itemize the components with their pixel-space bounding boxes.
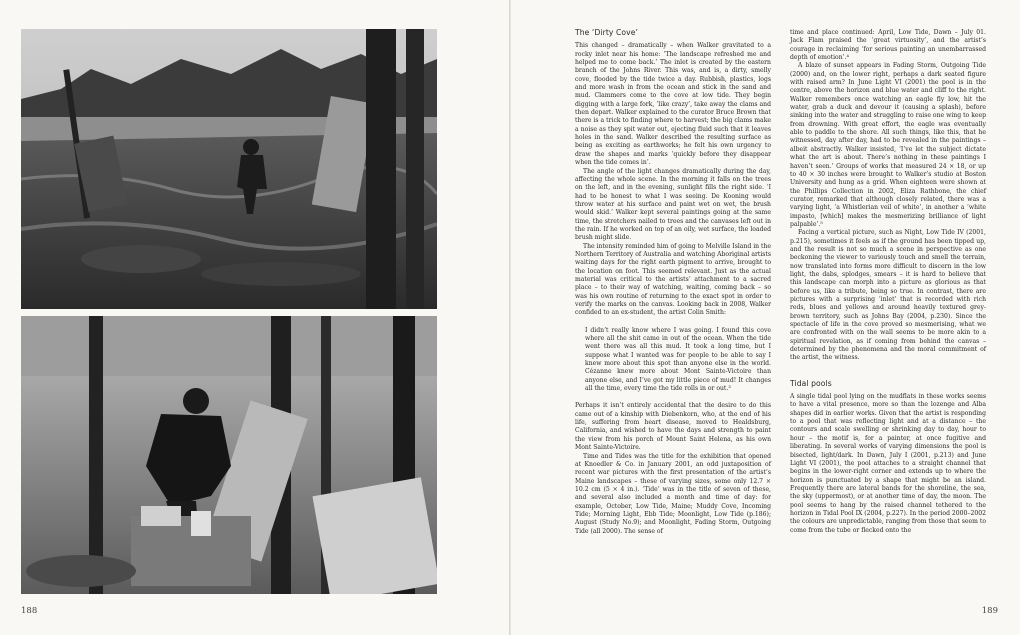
photo-top [21,29,437,309]
paragraph: Facing a vertical picture, such as Night, Low Tide IV (2001, p.215), sometimes it feels as if the ground has been tipped up, and the result is not so much a scene in perspective as one beckoning the viewer to variously touch and smell the terrain, now translated into forms more difficult to discern in the low light, the dabs, splodges, smears – it is hard to believe that this landscape can morph into a picture as glorious as that before us, like a tribute, being so true. In contrast, there are pictures with a surprising ‘inlet’ that is recorded with rich reds, blues and yellows and around heavily textured grey-brown territory, such as Johns Bay (2004, p.230). Since the spectacle of life in the cove proved so mesmerising, what we are confronted with on the wall seems to be more akin to a spiritual revelation, as if coming from behind the canvas – determined by the phenomena and the moral commitment of the artist, the witness. [790,229,986,362]
paragraph: This changed – dramatically – when Walker gravitated to a rocky inlet near his home: ‘The landscape refreshed me and helped me to come back.’ The inlet is created by the eastern branch of the Johns River. This was, and is, a dirty, smelly cove, flooded by the tide twice a day. Rubbish, plastics, logs and more wash in from the ocean and stick in the sand and mud. Clammers come to the cove at low tide. They begin digging with a large fork, ‘like crazy’, take away the clams and then depart. Walker explained to the curator Bruce Brown that there is a trick to finding where to harvest; the big clams make a noise as they spit water out, ejecting fluid such that it leaves holes in the sand. Walker described the resulting surface as being as exciting as earthworks; he felt his own urgency to draw the shapes and marks ‘quickly before they disappear when the tide comes in’. [575,42,771,167]
paragraph: Time and Tides was the title for the exhibition that opened at Knoedler & Co. in January 2001, an odd juxtaposition of recent war pictures with the first presentation of the artist’s Maine landscapes – these of varying sizes, some only 12.7 × 10.2 cm (5 × 4 in.). ‘Tide’ was in the title of seven of these, and several also included a month and time of day: for example, October, Low Tide, Maine; Muddy Cove, Incoming Tide; Morning Light, Ebb Tide; Moonlight, Low Tide (p.186); August (Study No.9); and Moonlight, Fading Storm, Outgoing Tide (all 2000). The sense of [575,452,771,535]
paragraph: time and place continued: April, Low Tide, Dawn – July 01. Jack Flam praised the ‘great virtuosity’, and the artist’s courage in reclaiming ‘for serious painting an unembarrassed depth of emotion’.⁴ [790,29,986,62]
photo-bottom [21,316,437,594]
text-column-1 [575,29,771,536]
woods-painting-photo-icon [21,316,437,594]
shore-painting-photo-icon [21,29,437,309]
block-quote: I didn’t really know where I was going. I found this cove where all the shit came in out of the ocean. When the tide went there was all this mud. It took a long time, but I suppose what I wanted was for people to be able to say I knew more about this spot than anyone else in the world. Cézanne knew more about Mont Sainte-Victoire than anyone else, and I’ve got my little piece of mud! It changes all the time, every time the tide rolls in or out.³ [585,326,771,393]
paragraph: The angle of the light changes dramatically during the day, affecting the whole scene. In the morning it falls on the trees on the left, and in the evening, sunlight fills the right side. ‘I had to be honest to what I was seeing. De Kooning would throw water at his surface and paint wet on wet, the brush would skid.’ Walker kept several paintings going at the same time, the stretchers nailed to trees and the canvases left out in the rain. If he worked on top of an oily, wet surface, the loaded brush might slide. [575,167,771,242]
right-page [511,0,1020,635]
left-page [0,0,509,635]
text-column-2 [790,29,986,535]
page-number-left: 188 [21,606,38,616]
paragraph: The intensity reminded him of going to Melville Island in the Northern Territory of Australia and watching Aboriginal artists waiting days for the right earth pigment to arrive, brought to the location on foot. This seemed relevant. Just as the actual material was critical to the artists’ attachment to a sacred place – to their way of watching, waiting, coming back – so was his own routine of returning to the exact spot in order to verify the marks on the canvas. Looking back in 2008, Walker confided to an ex-student, the artist Colin Smith: [575,242,771,317]
paragraph: Perhaps it isn’t entirely accidental that the desire to do this came out of a kinship with Diebenkorn, who, at the end of his life, suffering from heart disease, moved to Healdsburg, California, and wished to have the days and strength to paint the view from his porch of Mount Saint Helena, as his own Mont Sainte-Victoire. [575,402,771,452]
paragraph: A single tidal pool lying on the mudflats in these works seems to have a vital presence, more so than the lozenge and Alba shapes did in earlier works. Given that the artist is responding to a pool that was reflecting light and at a distance – the contours and scale swelling or shrinking day to day, hour to hour – the motif is, for a painter, at once fugitive and liberating. In several works of varying dimensions the pool is bisected, light/dark. In Dawn, July I (2001, p.213) and June Light VI (2001), the pool attaches to a straight channel that begins in the lower-right corner and extends up to where the horizon is punctuated by a shape that might be an island. Frequently there are lateral bands for the shoreline, the sea, the sky (uppermost), or at another time of day, the moon. The pool seems to hang by the raised channel tethered to the horizon in Tidal Pool IX (2004, p.227). In the period 2000–2002 the colours are unpredictable, ranging from those that seem to come from the tube or flecked onto the [790,393,986,534]
section-heading: The ‘Dirty Cove’ [575,28,639,37]
section-heading-tidal-pools: Tidal pools [790,378,832,388]
page-number-right: 189 [981,606,998,616]
paragraph: A blaze of sunset appears in Fading Storm, Outgoing Tide (2000) and, on the lower right, perhaps a dark seated figure with raised arm? In June Light VI (2001) the pool is in the centre, above the horizon and blue water and cliff to the right. Walker remembers once watching an eagle fly low, hit the water, grab a duck and devour it (causing a splash), before sinking into the water and struggling to raise one wing to keep from drowning. With great effort, the eagle was eventually able to paddle to the shore. All such things, like this, that he witnessed, day after day, had to be revealed in the paintings – albeit abstractly. Walker insisted, ‘I’ve let the subject dictate what the art is about. There’s nothing in these paintings I haven’t seen.’ Groups of works that measured 24 × 18, or up to 40 × 30 inches were brought to Walker’s studio at Boston University and hung as a grid. When eighteen were shown at the Phillips Collection in 2002, Eliza Rathbone, the chief curator, remarked that although closely related, there was a varying light, ‘a Whistlerian veil of white’, in another a ‘white impasto, [which] makes the mesmerizing brilliance of light palpable’.⁵ [790,62,986,228]
